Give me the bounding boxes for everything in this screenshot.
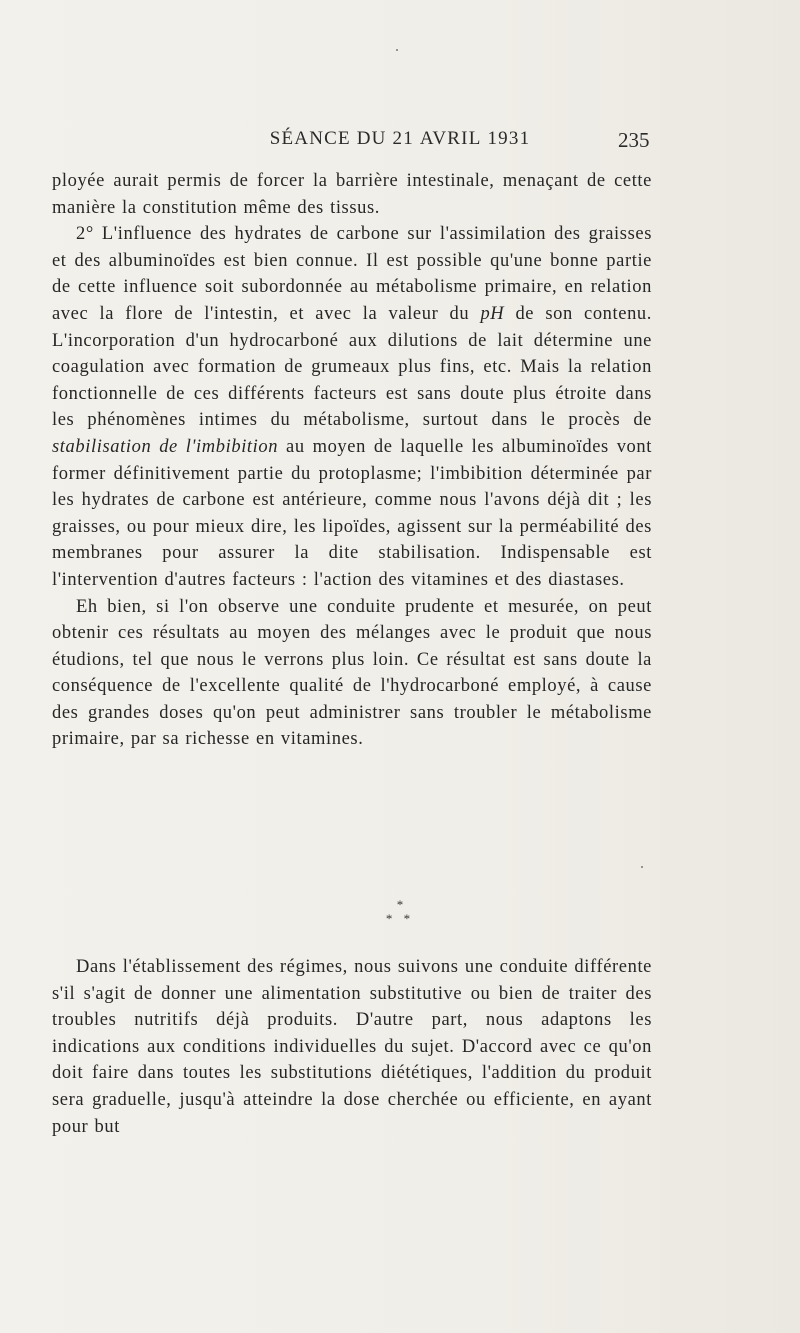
main-text-block [52, 168, 652, 753]
paragraph-conduite: Eh bien, si l'on observe une conduite prudente et mesurée, on peut obtenir ces résultats au moyen des mélanges avec le produit que nous étudions, tel que nous le verrons plus loin. Ce résultat est sans doute la conséquence de l'excellente qualité de l'hydrocarboné employé, à cause des grandes doses qu'on peut administrer sans troubler le métabolisme primaire, par sa richesse en vitamines. [52, 596, 652, 750]
asterism-top: * [396, 897, 404, 912]
ph-term: pH [480, 303, 505, 324]
paper-speck [396, 49, 398, 51]
paragraph-regimes: Dans l'établissement des régimes, nous suivons une conduite différente s'il s'agit de donner une alimentation substitutive ou bien de traiter des troubles nutritifs déjà produits. D'autre part, nous adaptons les indications aux conditions individuelles du sujet. D'accord avec ce qu'on doit faire dans toutes les substitutions diététiques, l'addition du produit sera graduelle, jusqu'à atteindre la dose cherchée ou efficiente, en ayant pour but [52, 957, 652, 1137]
paragraph-influence-text-b: de son contenu. L'incorporation d'un hydrocarboné aux dilutions de lait détermine une coagulation avec formation de grumeaux plus fins, etc. Mais la relation fonctionnelle de ces différents facteurs est sans doute plus étroite dans les phénomènes intimes du métabolisme, surtout dans le procès de [52, 303, 652, 431]
section-asterism [0, 898, 800, 926]
running-head-month: AVRIL [419, 128, 482, 149]
running-head-label: SÉANCE DU [269, 128, 387, 149]
paragraph-influence [52, 221, 652, 593]
paragraph-influence-text-a: 2° L'influence des hydrates de carbone sur l'assimilation des graisses et des albuminoïdes est bien connue. Il est possible qu'une bonne partie de cette influence soit subordonnée au métabolisme primaire, en relation avec la flore de l'intestin, et avec la valeur du [52, 224, 652, 324]
page-header [0, 128, 800, 158]
second-text-block [52, 954, 652, 1140]
italic-term-stabilisation: stabilisation de l'imbibition [52, 436, 279, 457]
paper-speck [641, 866, 643, 868]
running-head-year: 1931 [487, 128, 531, 149]
running-head [0, 128, 800, 150]
paragraph-influence-text-c: au moyen de laquelle les albuminoïdes vont former définitivement partie du protoplasme; l'imbibition déterminée par les hydrates de carbone est antérieure, comme nous l'avons déjà dit ; les graisses, ou pour mieux dire, les lipoïdes, agissent sur la perméabilité des membranes pour assurer la dite stabilisation. Indispensable est l'intervention d'autres facteurs : l'action des vitamines et des diastases. [52, 436, 652, 590]
asterism-bottom: * * [385, 911, 415, 926]
paragraph-continuation: ployée aurait permis de forcer la barrière intestinale, menaçant de cette manière la constitution même des tissus. [52, 171, 652, 218]
running-head-date: 21 [392, 128, 414, 149]
page-number: 235 [618, 128, 650, 152]
